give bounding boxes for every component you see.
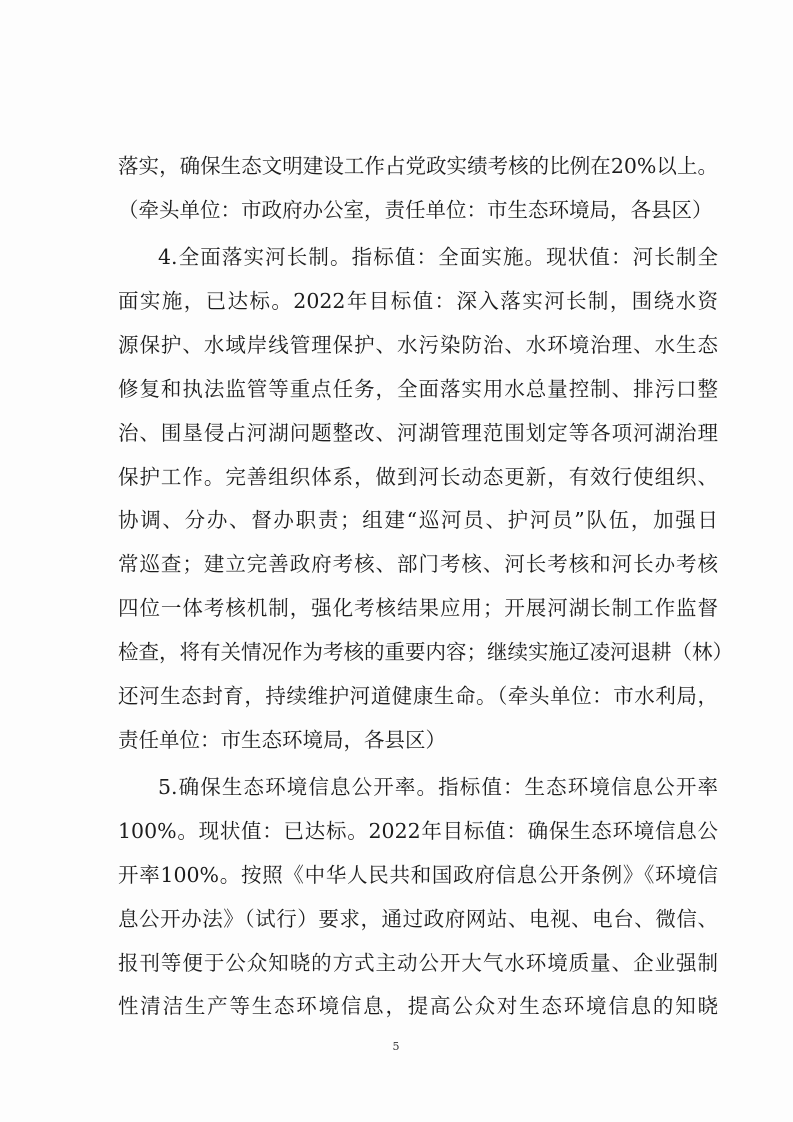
text-line: 还河生态封育，持续维护河道健康生命。（牵头单位：市水利局， <box>118 684 718 708</box>
text-line: 检查，将有关情况作为考核的重要内容；继续实施辽凌河退耕（林） <box>118 640 733 664</box>
text-line: 责任单位：市生态环境局，各县区） <box>118 728 446 752</box>
text-line: 四位一体考核机制，强化考核结果应用；开展河湖长制工作监督 <box>118 596 718 620</box>
text-line: 落实，确保生态文明建设工作占党政实绩考核的比例在20%以上。 <box>118 154 718 178</box>
text-line: 100%。现状值：已达标。2022年目标值：确保生态环境信息公 <box>118 819 718 843</box>
text-line: 面实施，已达标。2022年目标值：深入落实河长制，围绕水资 <box>118 289 718 313</box>
paragraph-heading-4: 4.全面落实河长制。指标值：全面实施。现状值：河长制全 <box>158 245 718 269</box>
text-line: 修复和执法监管等重点任务，全面落实用水总量控制、排污口整 <box>118 377 718 401</box>
text-line: 报刊等便于公众知晓的方式主动公开大气水环境质量、企业强制 <box>118 951 718 975</box>
text-line: （牵头单位：市政府办公室，责任单位：市生态环境局，各县区） <box>118 198 713 222</box>
text-line: 开率100%。按照《中华人民共和国政府信息公开条例》《环境信 <box>118 863 718 887</box>
text-line: 源保护、水域岸线管理保护、水污染防治、水环境治理、水生态 <box>118 333 718 357</box>
text-line: 性清洁生产等生态环境信息，提高公众对生态环境信息的知晓 <box>118 994 718 1018</box>
text-line: 协调、分办、督办职责；组建“巡河员、护河员”队伍，加强日 <box>118 508 718 532</box>
page-number: 5 <box>392 1040 400 1053</box>
text-line: 息公开办法》（试行）要求，通过政府网站、电视、电台、微信、 <box>118 907 718 931</box>
text-line: 常巡查；建立完善政府考核、部门考核、河长考核和河长办考核 <box>118 552 718 576</box>
text-line: 治、围垦侵占河湖问题整改、河湖管理范围划定等各项河湖治理 <box>118 421 718 445</box>
text-line: 保护工作。完善组织体系，做到河长动态更新，有效行使组织、 <box>118 465 718 489</box>
paragraph-heading-5: 5.确保生态环境信息公开率。指标值：生态环境信息公开率 <box>158 775 718 799</box>
